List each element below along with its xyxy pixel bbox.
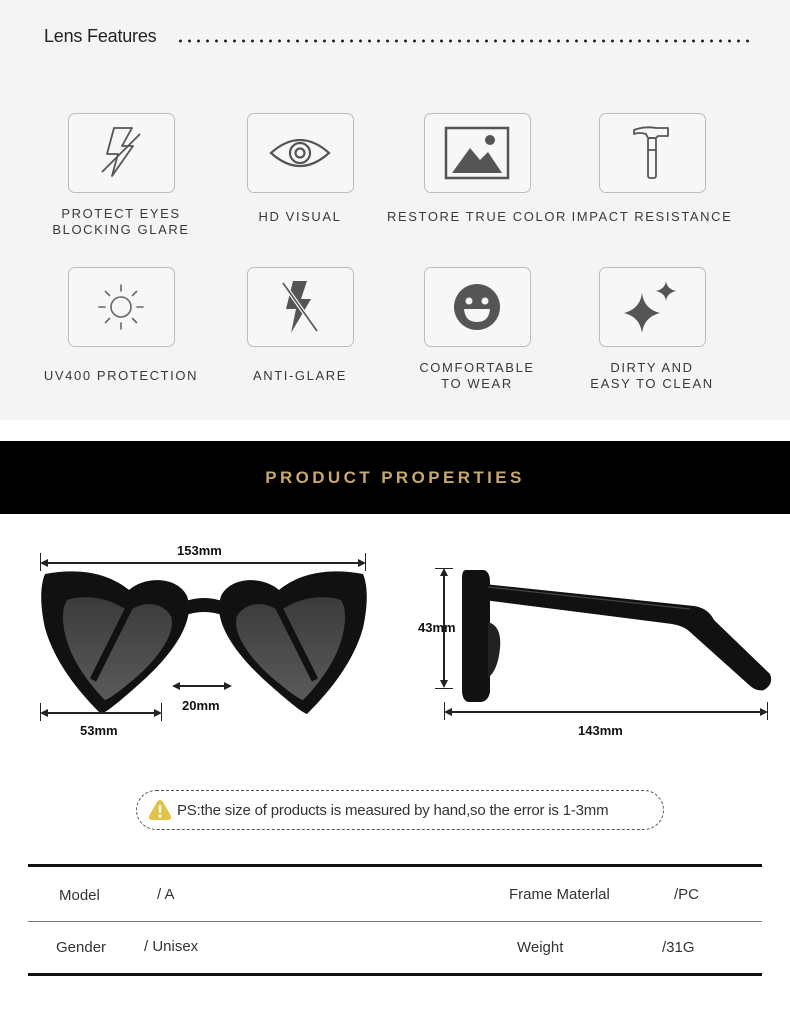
feature-label: UV400 PROTECTION [43,368,199,383]
measurement-note [136,790,664,830]
weight-label: Weight [517,939,564,956]
temple-length-label: 143mm [578,723,623,738]
gender-label: Gender [56,939,107,956]
feature-impact-resistance [562,113,742,225]
dimension-tick [40,703,41,721]
feature-uv400 [31,267,211,384]
note-text: PS:the size of products is measured by hand,so the error is 1-3mm [177,802,609,819]
arrow-left-icon [40,709,48,717]
arrow-right-icon [224,682,232,690]
banner-title: PRODUCT PROPERTIES [265,468,525,487]
lens-width-dimension-line [44,712,158,714]
arrow-left-icon [444,708,452,716]
lightning-glare-icon [68,113,175,193]
dimension-tick [435,568,453,569]
total-width-label: 153mm [177,543,222,558]
width-dimension-line [44,562,362,564]
table-row-divider [28,921,762,922]
warning-icon [148,799,172,821]
feature-label: COMFORTABLE TO WEAR [419,360,535,391]
section-title: Lens Features [44,26,157,46]
feature-anti-glare [210,267,390,384]
dimension-tick [444,702,445,720]
dimension-tick [161,703,162,721]
gender-value: / Unisex [144,938,199,955]
weight-value: /31G [662,939,695,956]
feature-label: HD VISUAL [258,209,342,224]
sparkle-icon [599,267,706,347]
feature-label: ANTI-GLARE [252,368,347,383]
dimension-tick [767,702,768,720]
lens-height-label: 43mm [418,620,456,635]
feature-protect-eyes [31,113,211,238]
feature-hd-visual [210,113,390,225]
feature-label: PROTECT EYES BLOCKING GLARE [52,206,190,237]
frame-material-value: /PC [674,886,700,903]
crossed-lightning-icon [247,267,354,347]
bridge-width-label: 20mm [182,698,220,713]
sun-icon [68,267,175,347]
product-properties-banner [0,441,790,514]
model-value: / A [157,886,175,903]
lens-features-section [0,0,790,420]
temple-dimension-line [448,711,764,713]
feature-restore-color [387,113,567,225]
dimension-tick [435,688,453,689]
feature-easy-clean [562,267,742,392]
bridge-dimension-line [176,685,228,687]
eye-icon [247,113,354,193]
feature-label: RESTORE TRUE COLOR [387,209,568,224]
lens-width-label: 53mm [80,723,118,738]
smiley-face-icon [424,267,531,347]
arrow-up-icon [440,568,448,576]
dotted-divider [176,39,754,43]
table-top-rule [28,864,762,867]
hammer-icon [599,113,706,193]
feature-label: DIRTY AND EASY TO CLEAN [590,360,714,391]
model-label: Model [59,887,100,904]
feature-label: IMPACT RESISTANCE [571,209,733,224]
feature-comfortable [387,267,567,392]
arrow-left-icon [40,559,48,567]
landscape-image-icon [424,113,531,193]
arrow-left-icon [172,682,180,690]
sunglasses-front-image [37,568,371,718]
arrow-down-icon [440,680,448,688]
frame-material-label: Frame Materlal [509,886,610,903]
table-bottom-rule [28,973,762,976]
sunglasses-side-image [458,566,774,706]
